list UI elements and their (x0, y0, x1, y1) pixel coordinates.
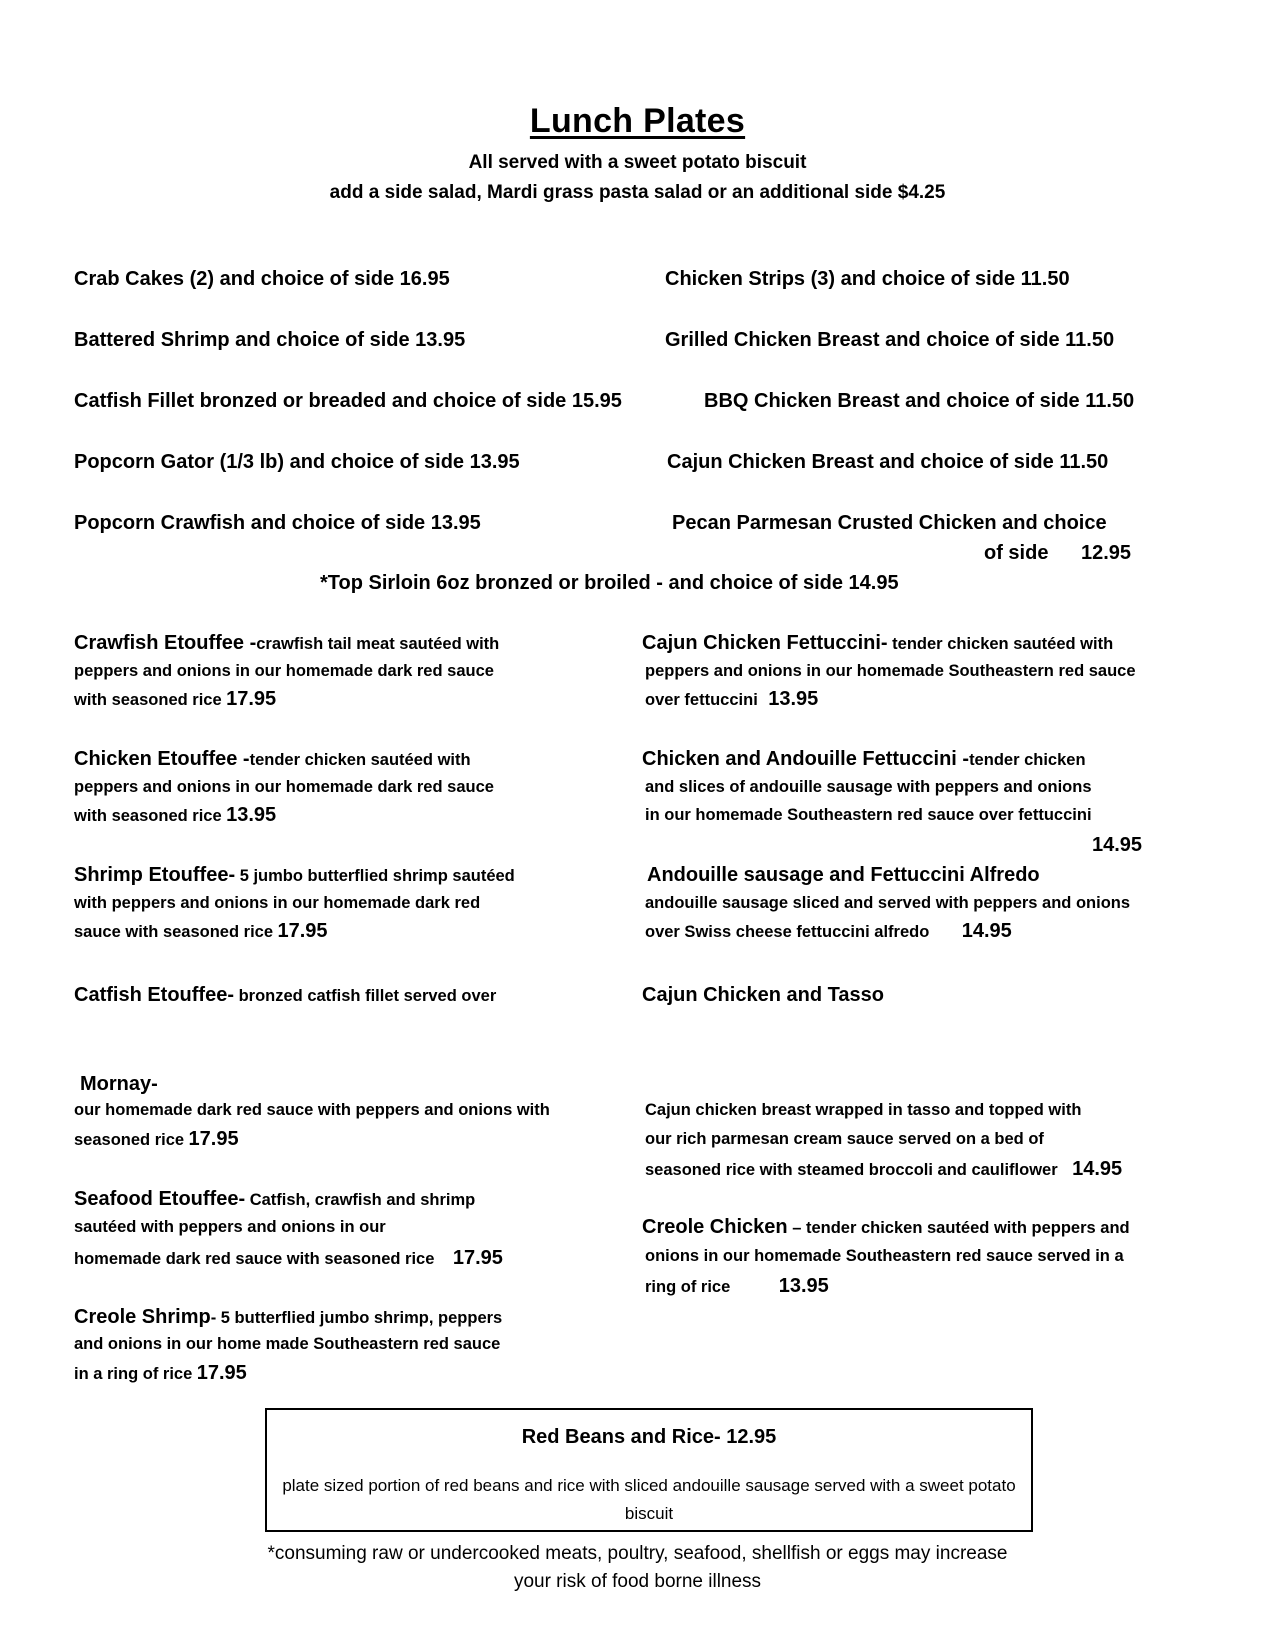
disclaimer: *consuming raw or undercooked meats, poultry, seafood, shellfish or eggs may increase your risk of food borne illness (267, 1543, 1008, 1592)
entree-desc: our homemade dark red sauce with peppers and onions with (74, 1101, 550, 1119)
entree-desc: over fettuccini (645, 691, 758, 709)
entree-name: Andouille sausage and Fettuccini Alfredo (647, 864, 1040, 886)
plate-item-continued: of side (984, 542, 1049, 564)
entree-desc: with seasoned rice (74, 691, 222, 709)
entree-desc: tender chicken sautéed with (249, 751, 471, 769)
entree-desc: 5 jumbo butterflied shrimp sautéed (235, 867, 515, 885)
plate-item: Crab Cakes (2) and choice of side 16.95 (74, 268, 450, 290)
entree-desc: homemade dark red sauce with seasoned rice (74, 1250, 435, 1268)
entree-desc: and slices of andouille sausage with peppers and onions (645, 778, 1092, 796)
entree-price: 17.95 (188, 1128, 239, 1150)
entree-desc: peppers and onions in our homemade dark red sauce (74, 662, 494, 680)
subtitle-biscuit: All served with a sweet potato biscuit (468, 152, 807, 173)
plate-item: Popcorn Crawfish and choice of side 13.95 (74, 512, 481, 534)
entree-desc: ring of rice (645, 1278, 731, 1296)
entree-desc: and onions in our home made Southeastern red sauce (74, 1335, 501, 1353)
entree-name: Seafood Etouffee- (74, 1188, 246, 1210)
entree-desc: Cajun chicken breast wrapped in tasso and topped with (645, 1101, 1082, 1119)
entree-name: Chicken Etouffee - (74, 748, 250, 770)
entree-desc: – tender chicken sautéed with peppers and (787, 1219, 1130, 1237)
entree-name: Creole Chicken (642, 1216, 788, 1238)
entree-price: 14.95 (1092, 834, 1143, 856)
entree-desc: over Swiss cheese fettuccini alfredo (645, 923, 930, 941)
entree-desc: with peppers and onions in our homemade dark red (74, 894, 481, 912)
page-title: Lunch Plates (529, 102, 746, 140)
entree-name: Creole Shrimp (74, 1306, 211, 1328)
plate-item: Catfish Fillet bronzed or breaded and choice of side 15.95 (74, 390, 622, 412)
entree-name: Mornay- (80, 1073, 158, 1095)
entree-price: 14.95 (1072, 1158, 1123, 1180)
red-beans-box (265, 1408, 1033, 1532)
entree-price: 14.95 (961, 920, 1012, 942)
entree-desc: tender chicken (969, 751, 1086, 769)
entree-desc: peppers and onions in our homemade Southeastern red sauce (645, 662, 1136, 680)
plate-item: Popcorn Gator (1/3 lb) and choice of side 13.95 (74, 451, 520, 473)
plate-item: Battered Shrimp and choice of side 13.95 (74, 329, 466, 351)
entree-desc: sautéed with peppers and onions in our (74, 1218, 386, 1236)
plate-price: 12.95 (1081, 542, 1132, 564)
plate-item: Pecan Parmesan Crusted Chicken and choice (672, 512, 1107, 534)
entree-desc: tender chicken sautéed with (887, 635, 1114, 653)
entree-desc: bronzed catfish fillet served over (234, 987, 497, 1005)
entree-desc: Catfish, crawfish and shrimp (245, 1191, 476, 1209)
entree-desc: seasoned rice with steamed broccoli and cauliflower (645, 1161, 1058, 1179)
entree-desc: with seasoned rice (74, 807, 222, 825)
entree-desc: peppers and onions in our homemade dark red sauce (74, 778, 494, 796)
entree-price: 17.95 (452, 1247, 503, 1269)
box-description: plate sized portion of red beans and rice with sliced andouille sausage served with a sweet potato biscuit (282, 1476, 1016, 1523)
entree-price: 13.95 (778, 1275, 829, 1297)
plate-item: BBQ Chicken Breast and choice of side 11.50 (704, 390, 1135, 412)
entree-name: Catfish Etouffee- (74, 984, 234, 1006)
entree-desc: in a ring of rice (74, 1365, 193, 1383)
entree-desc: crawfish tail meat sautéed with (256, 635, 500, 653)
entree-name: Cajun Chicken Fettuccini- (642, 632, 888, 654)
plate-item: Cajun Chicken Breast and choice of side 11.50 (667, 451, 1109, 473)
entree-price: 13.95 (226, 804, 277, 826)
entree-desc: - 5 butterflied jumbo shrimp, peppers (210, 1309, 503, 1327)
entree-name: Chicken and Andouille Fettuccini - (642, 748, 970, 770)
subtitle-add-side: add a side salad, Mardi grass pasta salad or an additional side $4.25 (329, 182, 946, 203)
plate-item-sirloin: *Top Sirloin 6oz bronzed or broiled - and choice of side 14.95 (320, 572, 899, 594)
plate-item: Grilled Chicken Breast and choice of side 11.50 (665, 329, 1115, 351)
entree-name: Crawfish Etouffee - (74, 632, 257, 654)
entree-desc: our rich parmesan cream sauce served on a bed of (645, 1130, 1044, 1148)
entree-price: 17.95 (277, 920, 328, 942)
entree-desc: sauce with seasoned rice (74, 923, 274, 941)
entree-price: 17.95 (226, 688, 277, 710)
entree-desc: andouille sausage sliced and served with peppers and onions (645, 894, 1131, 912)
entree-price: 17.95 (196, 1362, 247, 1384)
entree-price: 13.95 (768, 688, 819, 710)
plate-item: Chicken Strips (3) and choice of side 11.50 (665, 268, 1070, 290)
entree-name: Shrimp Etouffee- (74, 864, 236, 886)
box-title: Red Beans and Rice- 12.95 (521, 1426, 777, 1448)
entree-desc: onions in our homemade Southeastern red sauce served in a (645, 1247, 1124, 1265)
entree-desc: seasoned rice (74, 1131, 185, 1149)
entree-name: Cajun Chicken and Tasso (642, 984, 884, 1006)
entree-desc: in our homemade Southeastern red sauce over fettuccini (645, 806, 1092, 824)
